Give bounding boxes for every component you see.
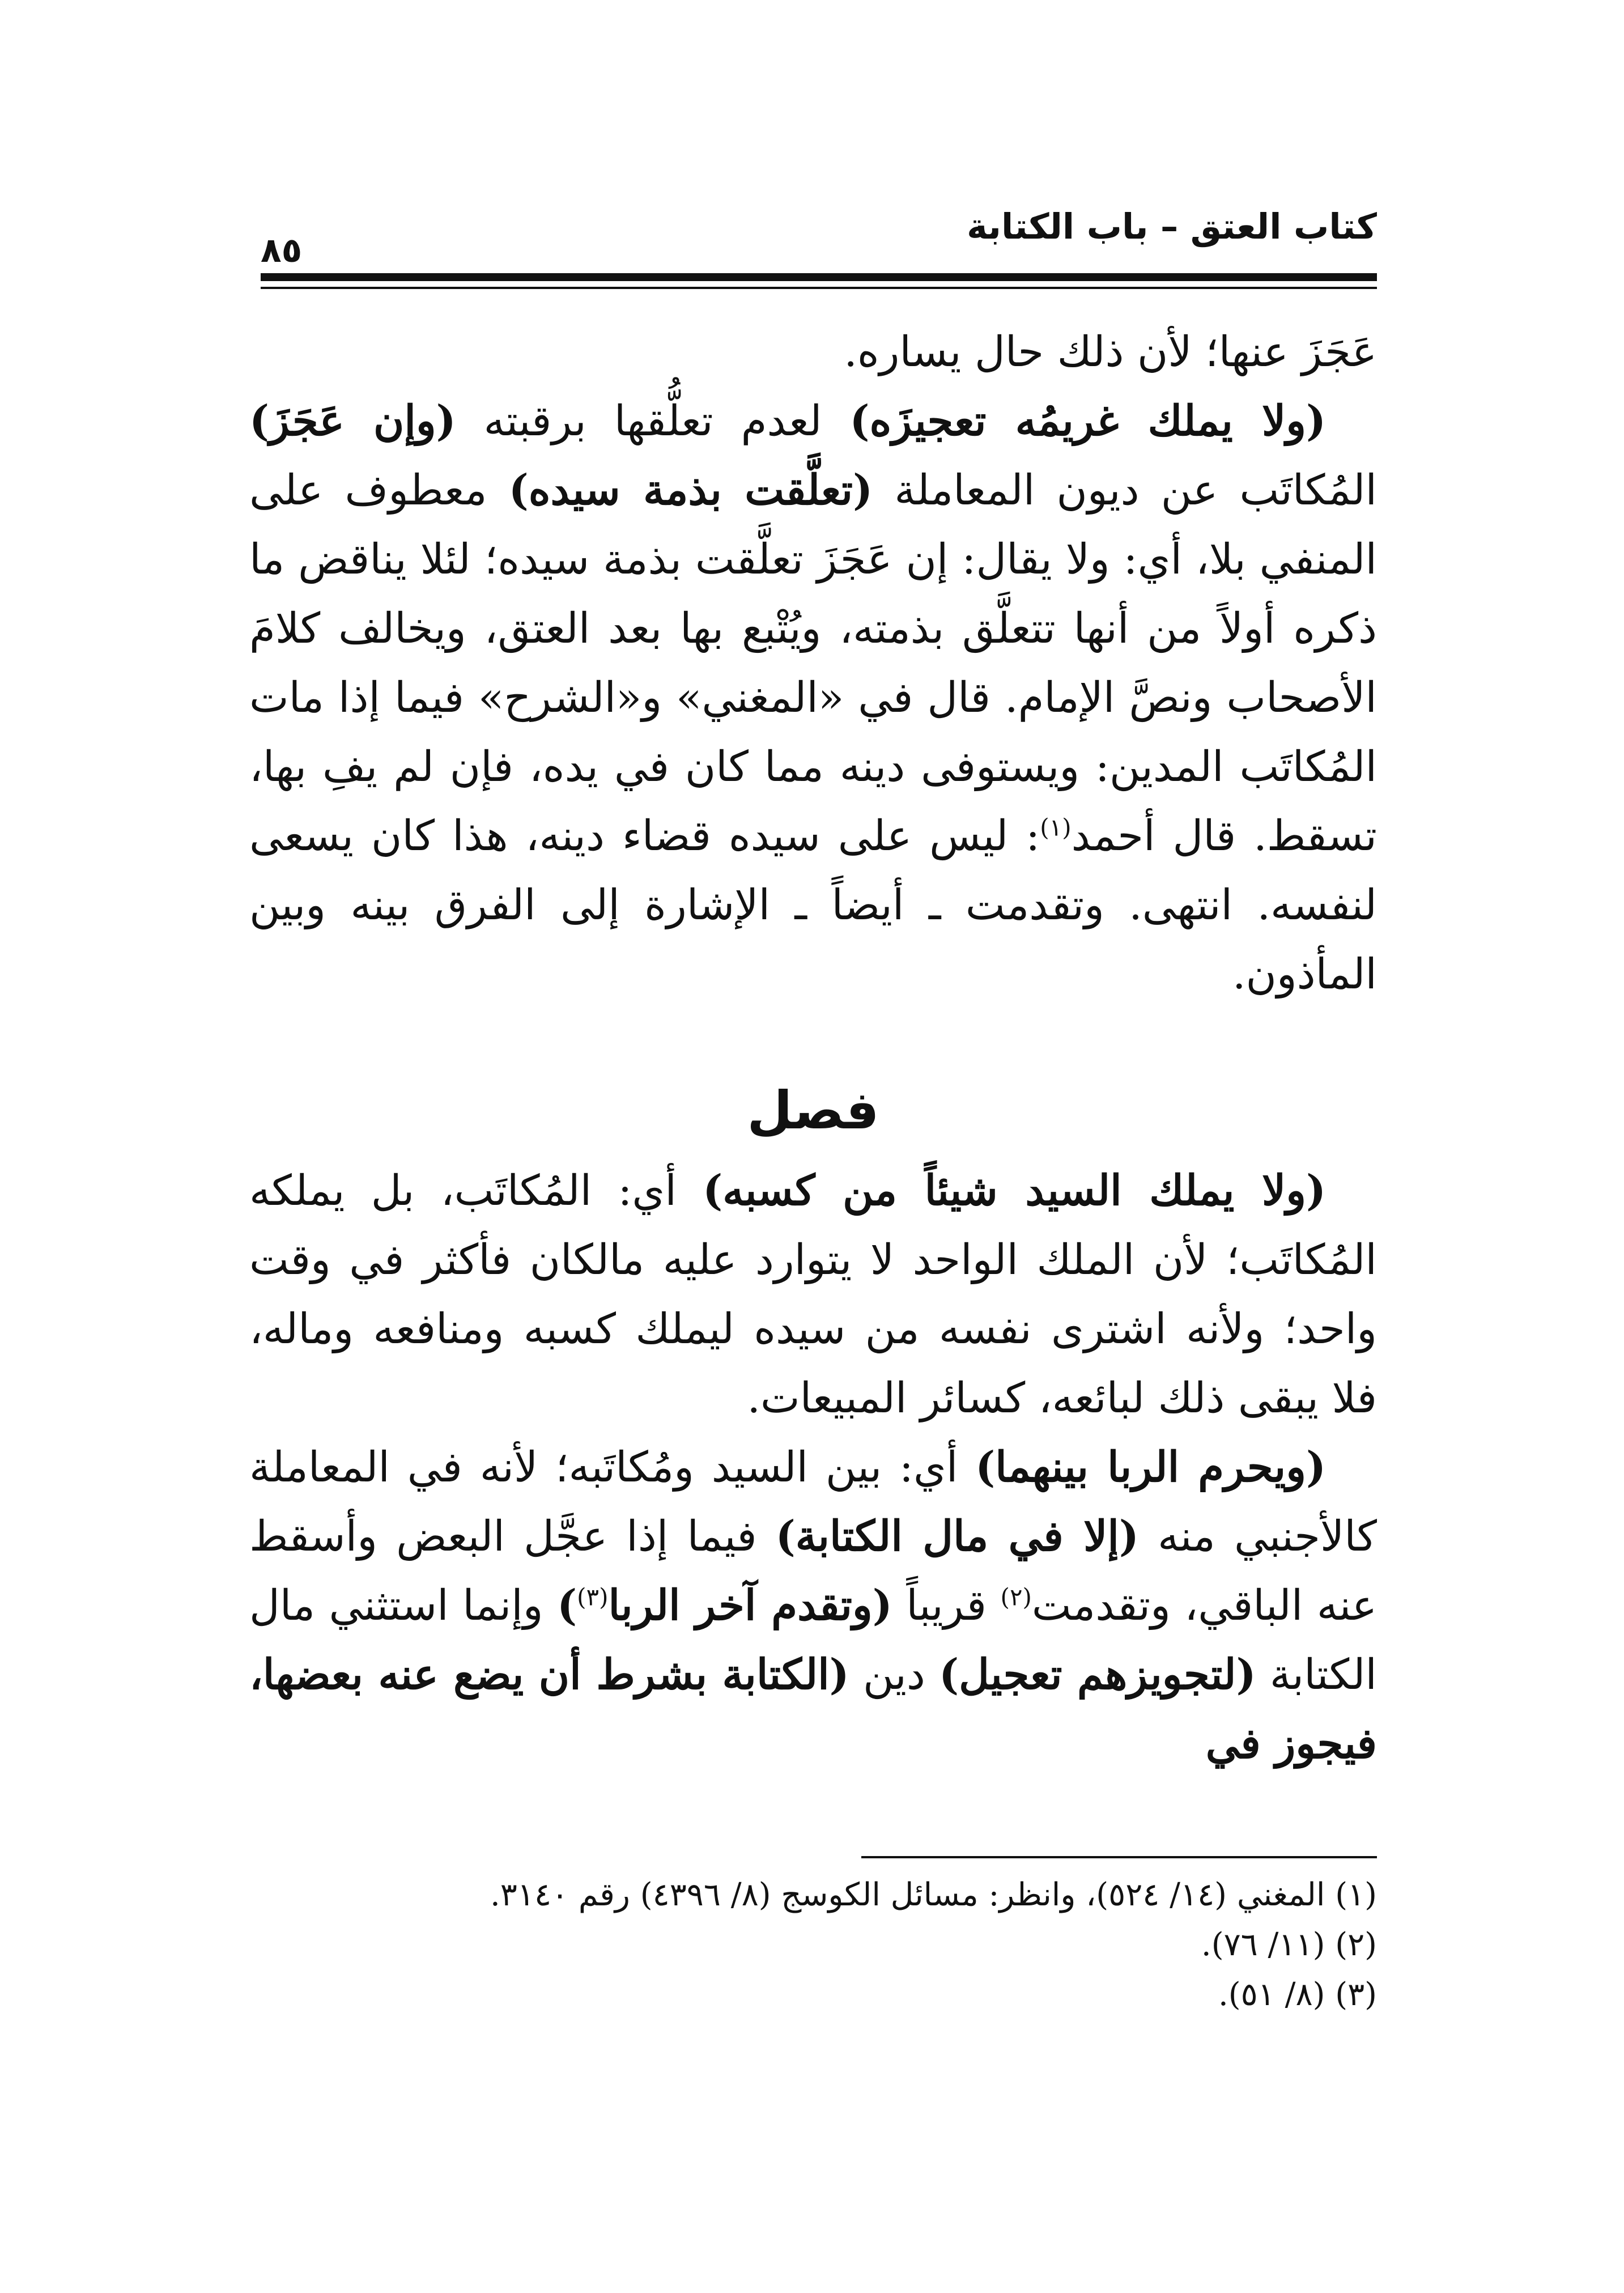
matn-text: (ولا يملك السيد شيئاً من كسبه): [703, 1166, 1327, 1215]
commentary-text: وإنما استثني مال الكتابة: [249, 1581, 1377, 1699]
header-rule-thick: [261, 273, 1377, 281]
commentary-text: أي: المُكاتَب، بل يملكه المُكاتَب؛ لأن الملك الواحد لا يتوارد عليه مالكان فأكثر في وقت واحد؛ ولأنه اشترى نفسه من سيده ليملك كسبه ومنافعه وماله، فلا يبقى ذلك لبائعه، كسائر المبيعات.: [249, 1166, 1377, 1422]
section-heading: فصل: [747, 1080, 879, 1141]
paragraph-3: [249, 1156, 1377, 1433]
paragraph-4: [249, 1433, 1377, 1778]
footnote-marker-1: (١): [1040, 813, 1072, 842]
footnote-1: (١) المغني (١٤/ ٥٢٤)، وانظر: مسائل الكوسج (٨/ ٤٣٩٦) رقم ٣١٤٠.: [490, 1876, 1377, 1913]
commentary-text: لعدم تعلُّقها برقبته: [456, 397, 850, 445]
matn-text: (إلا في مال الكتابة): [775, 1512, 1139, 1561]
header-rule-thin: [261, 287, 1377, 289]
footnote-marker-3: (٣): [577, 1583, 609, 1611]
commentary-text: أي: بين السيد ومُكاتَبه؛ لأنه في المعاملة كالأجنبي منه: [249, 1443, 1378, 1561]
footnote-separator: [861, 1856, 1377, 1858]
commentary-text: معطوف على المنفي بلا، أي: ولا يقال: إن عَجَزَ تعلَّقت بذمة سيده؛ لئلا يناقض ما ذكره أولاً من أنها تتعلَّق بذمته، ويُتْبع بها بعد العتق، ويخالف كلامَ الأصحاب ونصَّ الإمام. قال في «المغني» و«الشرح» فيما إذا مات المُكاتَب المدين: ويستوفى دينه مما كان في يده، فإن لم يفِ بها، تسقط. قال أحمد: [249, 466, 1378, 860]
matn-text: (تعلَّقت بذمة سيده): [508, 466, 873, 515]
matn-text: ): [557, 1581, 577, 1630]
commentary-text: دين: [849, 1650, 939, 1699]
commentary-text: المُكاتَب عن ديون المعاملة: [873, 466, 1378, 515]
commentary-text: فيما إذا عجَّل البعض وأسقط عنه الباقي، وتقدمت: [249, 1512, 1378, 1630]
matn-text: (ويحرم الربا بينهما): [975, 1443, 1326, 1492]
matn-text: (لتجويزهم تعجيل): [939, 1650, 1256, 1699]
page-number: ٨٥: [261, 231, 303, 270]
paragraph-1: عَجَزَ عنها؛ لأن ذلك حال يساره.: [844, 328, 1377, 376]
matn-text: (الكتابة بشرط أن يضع عنه بعضها، فيجوز في: [249, 1650, 1377, 1768]
main-text: [249, 317, 1377, 1778]
footnote-marker-2: (٢): [1000, 1583, 1032, 1611]
footnote-2: (٢) (١١/ ٧٦).: [1201, 1926, 1377, 1963]
running-header: [261, 204, 1377, 283]
paragraph-2: [249, 387, 1377, 1009]
footnote-3: (٣) (٨/ ٥١).: [1218, 1976, 1377, 2013]
commentary-text: قريباً: [892, 1581, 1001, 1630]
matn-text: (وإن عَجَزَ): [249, 397, 456, 445]
matn-text: (وتقدم آخر الربا: [608, 1581, 892, 1630]
footnotes: [249, 1870, 1377, 2020]
header-title: كتاب العتق – باب الكتابة: [967, 206, 1377, 247]
commentary-text: : ليس على سيده قضاء دينه، هذا كان يسعى لنفسه. انتهى. وتقدمت ـ أيضاً ـ الإشارة إلى الفرق بينه وبين المأذون.: [249, 812, 1377, 999]
matn-text: (ولا يملك غريمُه تعجيزَه): [849, 397, 1326, 445]
